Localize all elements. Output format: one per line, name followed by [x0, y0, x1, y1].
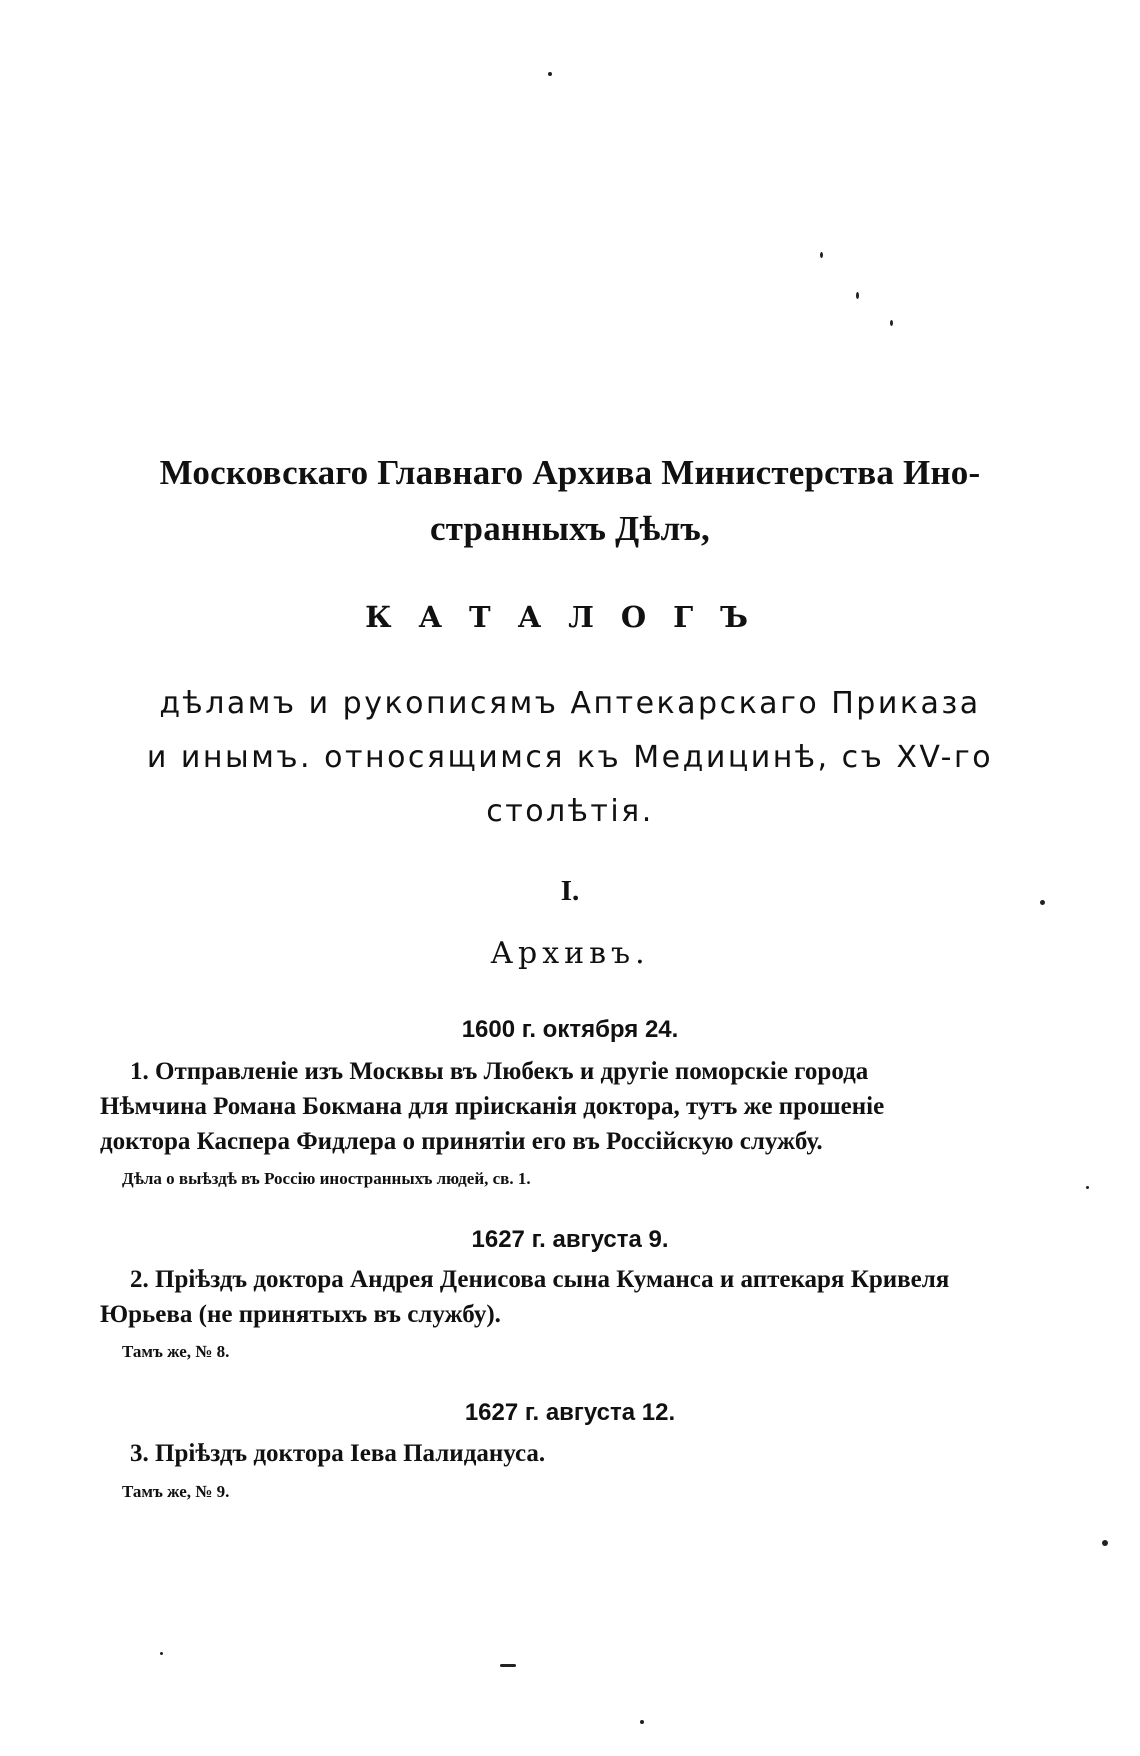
entry-source: Тамъ же, № 8.: [122, 1342, 230, 1361]
catalog-subtitle-line-1: дѣламъ и рукописямъ Аптекарскаго Приказа: [159, 686, 981, 721]
entry-line: доктора Каспера Фидлера о принятіи его въ Россійскую службу.: [100, 1128, 823, 1155]
catalog-subtitle: [0, 677, 1140, 839]
entry-line: 2. Пріѣздъ доктора Андрея Денисова сына Куманса и аптекаря Кривеля: [130, 1266, 950, 1293]
entry-text: [100, 1262, 1000, 1332]
part-number: I.: [560, 875, 580, 907]
catalog-heading: КАТАЛОГЪ: [365, 600, 775, 634]
scan-speck: [856, 292, 859, 299]
scan-speck: [890, 320, 893, 326]
scan-speck: [640, 1720, 644, 1724]
scan-speck: [160, 1652, 163, 1655]
archive-title: [0, 445, 1140, 557]
entry-date: 1627 г. августа 12.: [464, 1399, 676, 1426]
entry-line: 1. Отправленіе изъ Москвы въ Любекъ и другіе поморскіе города: [130, 1058, 869, 1085]
entry-text: [100, 1436, 1000, 1471]
entry-source: Дѣла о выѣздѣ въ Россію иностранныхъ людей, св. 1.: [122, 1169, 531, 1188]
catalog-subtitle-line-3: столѣтія.: [486, 794, 654, 829]
scan-speck: [1102, 1540, 1108, 1546]
entry-text: [100, 1054, 1000, 1159]
scan-speck: [548, 72, 552, 76]
scan-speck: [500, 1664, 516, 1667]
archive-title-line-2: странныхъ Дѣлъ,: [430, 509, 710, 548]
entry-line: Нѣмчина Романа Бокмана для пріисканія доктора, тутъ же прошеніе: [100, 1093, 885, 1120]
entry-source: Тамъ же, № 9.: [122, 1482, 230, 1501]
archive-title-line-1: Московскаго Главнаго Архива Министерства Ино-: [159, 453, 981, 492]
catalog-subtitle-line-2: и инымъ. относящимся къ Медицинѣ, съ XV-го: [146, 740, 994, 775]
entry-date: 1600 г. октября 24.: [461, 1016, 679, 1043]
section-title: Архивъ.: [490, 936, 650, 971]
entry-date: 1627 г. августа 9.: [471, 1226, 669, 1253]
entry-line: Юрьева (не принятыхъ въ службу).: [100, 1301, 501, 1328]
scan-speck: [1086, 1186, 1089, 1189]
scan-speck: [820, 252, 823, 258]
entry-line: 3. Пріѣздъ доктора Іева Палидануса.: [130, 1440, 546, 1467]
